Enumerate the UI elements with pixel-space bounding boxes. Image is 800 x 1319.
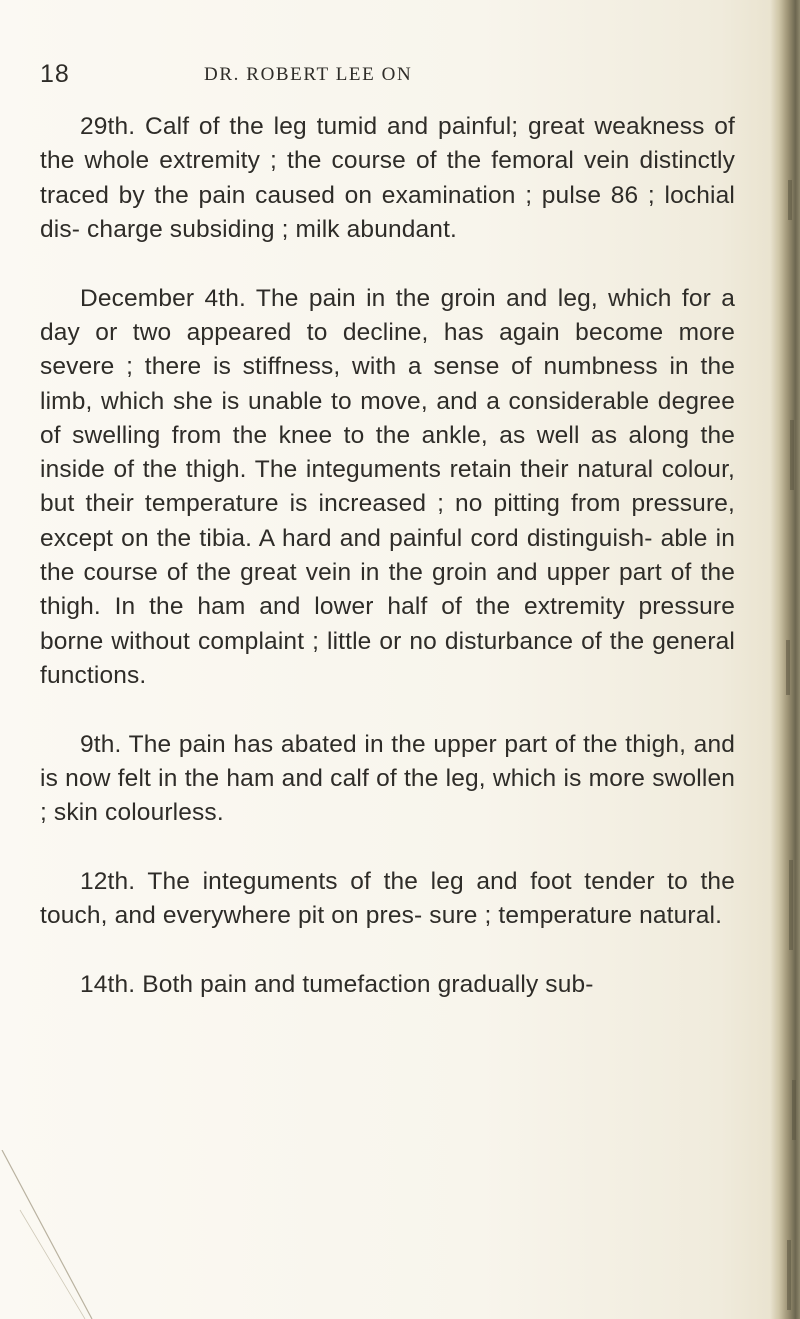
page-spine-shadow [770, 0, 800, 1319]
paragraph: 29th. Calf of the leg tumid and painful; great weakness of the whole extremity ; the course of the femoral vein distinctly traced by the pain caused on examination ; pulse 86 ; lochial dis- charge subsiding ; milk abundant. [40, 113, 735, 243]
paragraph: 12th. The integuments of the leg and foot tender to the touch, and everywhere pit on pres- sure ; temperature natural. [40, 868, 735, 930]
page-fold-mark [0, 1150, 110, 1319]
page-header [40, 60, 740, 94]
paragraph: 9th. The pain has abated in the upper part of the thigh, and is now felt in the ham and calf of the leg, which is more swollen ; skin colourless. [40, 730, 735, 827]
paragraph: December 4th. The pain in the groin and leg, which for a day or two appeared to decline, has again become more severe ; there is stiffness, with a sense of numbness in the limb, which she is unable to move, and a considerable degree of swelling from the knee to the ankle, as well as along the inside of the thigh. The integuments retain their natural colour, but their temperature is increased ; no pitting from pressure, except on the tibia. A hard and painful cord distinguish- able in the course of the great vein in the groin and upper part of the thigh. In the ham and lower half of the extremity pressure borne without complaint ; little or no disturbance of the general functions. [40, 284, 735, 689]
paragraph: 14th. Both pain and tumefaction gradually sub- [80, 971, 594, 999]
body-text [40, 110, 735, 1003]
running-title: DR. ROBERT LEE ON [204, 64, 413, 85]
page-number: 18 [40, 60, 70, 88]
